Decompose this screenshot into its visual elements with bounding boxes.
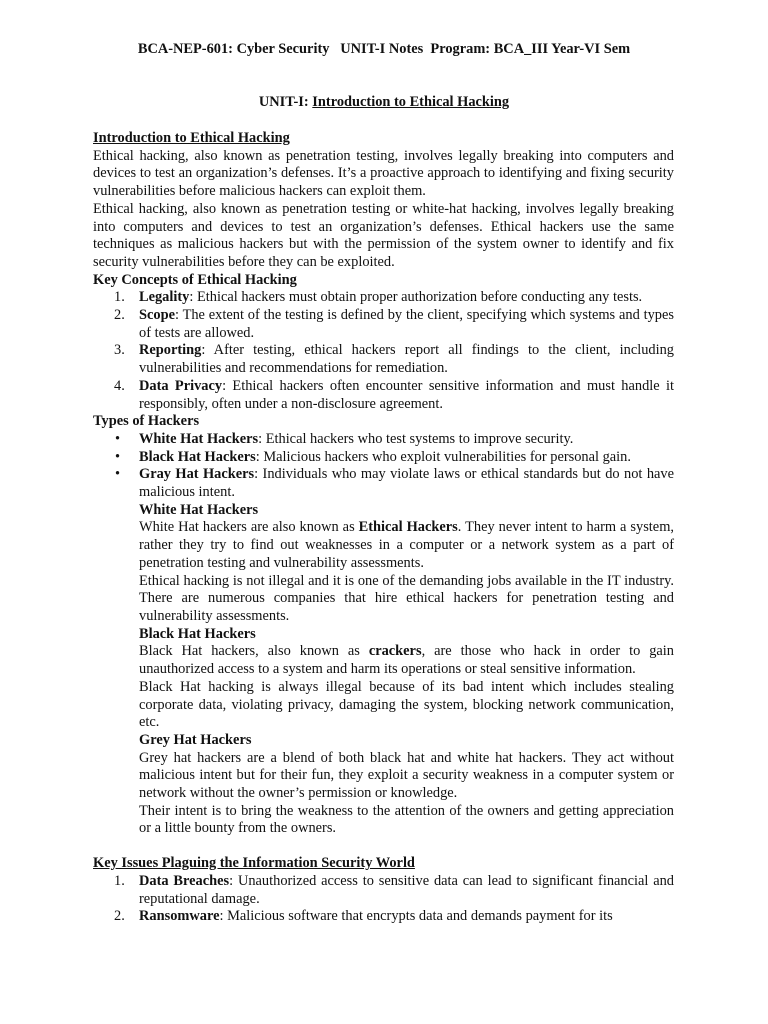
bullet-icon: • xyxy=(115,448,121,465)
hacker-type-item xyxy=(93,431,674,449)
key-issues-heading: Key Issues Plaguing the Information Security World xyxy=(93,855,415,872)
unit-title-underlined: Introduction to Ethical Hacking xyxy=(312,94,510,110)
key-concept-item xyxy=(93,378,674,413)
black-hat-paragraph-2: Black Hat hacking is always illegal because of its bad intent which includes stealing corporate data, violating privacy, damaging the system, blocking network communication, etc. xyxy=(139,678,674,731)
grey-hat-heading: Grey Hat Hackers xyxy=(139,731,252,748)
white-hat-paragraph-2: Ethical hacking is not illegal and it is one of the demanding jobs available in the IT industry. There are numerous companies that hire ethical hackers for penetration testing and vulnerability assessments. xyxy=(139,572,674,624)
list-text: : Malicious hackers who exploit vulnerabilities for personal gain. xyxy=(255,448,631,465)
hacker-type-item xyxy=(93,449,674,467)
list-text: : Individuals who may violate laws or ethical standards but do not have malicious intent. xyxy=(139,466,674,501)
key-concept-item xyxy=(93,307,674,342)
list-number: 3. xyxy=(114,342,125,359)
white-hat-heading: White Hat Hackers xyxy=(139,501,259,518)
list-term: Ransomware xyxy=(139,908,220,925)
hacker-type-item xyxy=(93,466,674,501)
list-text: : Ethical hackers often encounter sensitive information and must handle it responsibly, often under a non-disclosure agreement. xyxy=(139,377,674,412)
white-hat-paragraph-1 xyxy=(139,519,674,572)
list-text: : Unauthorized access to sensitive data can lead to significant financial and reputational damage. xyxy=(139,872,674,907)
list-term: White Hat Hackers xyxy=(139,430,259,447)
list-term: Data Privacy xyxy=(139,377,223,394)
bullet-icon: • xyxy=(115,430,121,447)
document-body xyxy=(93,130,674,926)
list-term: Legality xyxy=(139,289,190,306)
key-concept-item xyxy=(93,289,674,307)
spacer xyxy=(93,838,674,855)
list-number: 4. xyxy=(114,377,125,394)
types-list xyxy=(93,431,674,502)
list-term: Data Breaches xyxy=(139,872,230,889)
types-heading: Types of Hackers xyxy=(93,413,200,430)
list-term: Reporting xyxy=(139,342,202,359)
text-run: White Hat hackers are also known as xyxy=(139,519,359,536)
key-concepts-heading: Key Concepts of Ethical Hacking xyxy=(93,271,297,288)
black-hat-paragraph-1 xyxy=(139,643,674,678)
intro-paragraph-2: Ethical hacking, also known as penetration testing or white-hat hacking, involves legally breaking into computers and devices to test an organization’s defenses. Ethical hackers use the same techniques as malicious hackers but with the permission of the system owner to identify and fix security vulnerabilities before they can be exploited. xyxy=(93,200,674,270)
list-term: Scope xyxy=(139,307,175,324)
hacker-details xyxy=(93,502,674,838)
grey-hat-paragraph-2: Their intent is to bring the weakness to the attention of the owners and getting appreciation or a little bounty from the owners. xyxy=(139,802,674,837)
list-text: : After testing, ethical hackers report all findings to the client, including vulnerabilities and recommendations for remediation. xyxy=(139,342,674,377)
bullet-icon: • xyxy=(115,466,121,483)
text-run: . They never intent to harm a system, rather they try to find out weaknesses in a computer or a network system as a part of penetration testing and vulnerability assessments. xyxy=(139,519,674,571)
unit-title xyxy=(0,94,768,112)
list-number: 2. xyxy=(114,908,125,925)
list-term: Black Hat Hackers xyxy=(139,448,256,465)
key-concepts-list xyxy=(93,289,674,413)
list-number: 1. xyxy=(114,289,125,306)
black-hat-heading: Black Hat Hackers xyxy=(139,625,256,642)
unit-title-prefix: UNIT-I: xyxy=(258,94,313,110)
key-issues-list xyxy=(93,873,674,926)
key-issue-item xyxy=(93,908,674,926)
key-concept-item xyxy=(93,342,674,377)
text-run: Black Hat hackers, also known as xyxy=(139,643,369,660)
list-text: : The extent of the testing is defined by the client, specifying which systems and types of tests are allowed. xyxy=(139,307,674,341)
bold-term: Ethical Hackers xyxy=(358,519,458,536)
list-number: 2. xyxy=(114,307,125,324)
page-header: BCA-NEP-601: Cyber Security UNIT-I Notes Program: BCA_III Year-VI Sem xyxy=(137,41,631,57)
list-text: : Malicious software that encrypts data and demands payment for its xyxy=(219,908,613,925)
text-run: , are those who hack in order to gain unauthorized access to a system and harm its operations or steal sensitive information. xyxy=(139,643,675,678)
bold-term: crackers xyxy=(368,643,422,660)
key-issue-item xyxy=(93,873,674,908)
list-text: : Ethical hackers must obtain proper authorization before conducting any tests. xyxy=(189,289,643,306)
list-term: Gray Hat Hackers xyxy=(139,466,255,483)
list-number: 1. xyxy=(114,872,125,889)
intro-heading: Introduction to Ethical Hacking xyxy=(93,130,290,146)
list-text: : Ethical hackers who test systems to improve security. xyxy=(258,430,574,447)
intro-paragraph-1: Ethical hacking, also known as penetration testing, involves legally breaking into computers and devices to test an organization’s defenses. It’s a proactive approach to identifying and fixing security vulnerabilities before malicious hackers can exploit them. xyxy=(93,147,674,200)
grey-hat-paragraph-1: Grey hat hackers are a blend of both black hat and white hat hackers. They act without malicious intent but for their fun, they exploit a security weakness in a computer system or network without the owner’s permission or knowledge. xyxy=(139,749,674,802)
